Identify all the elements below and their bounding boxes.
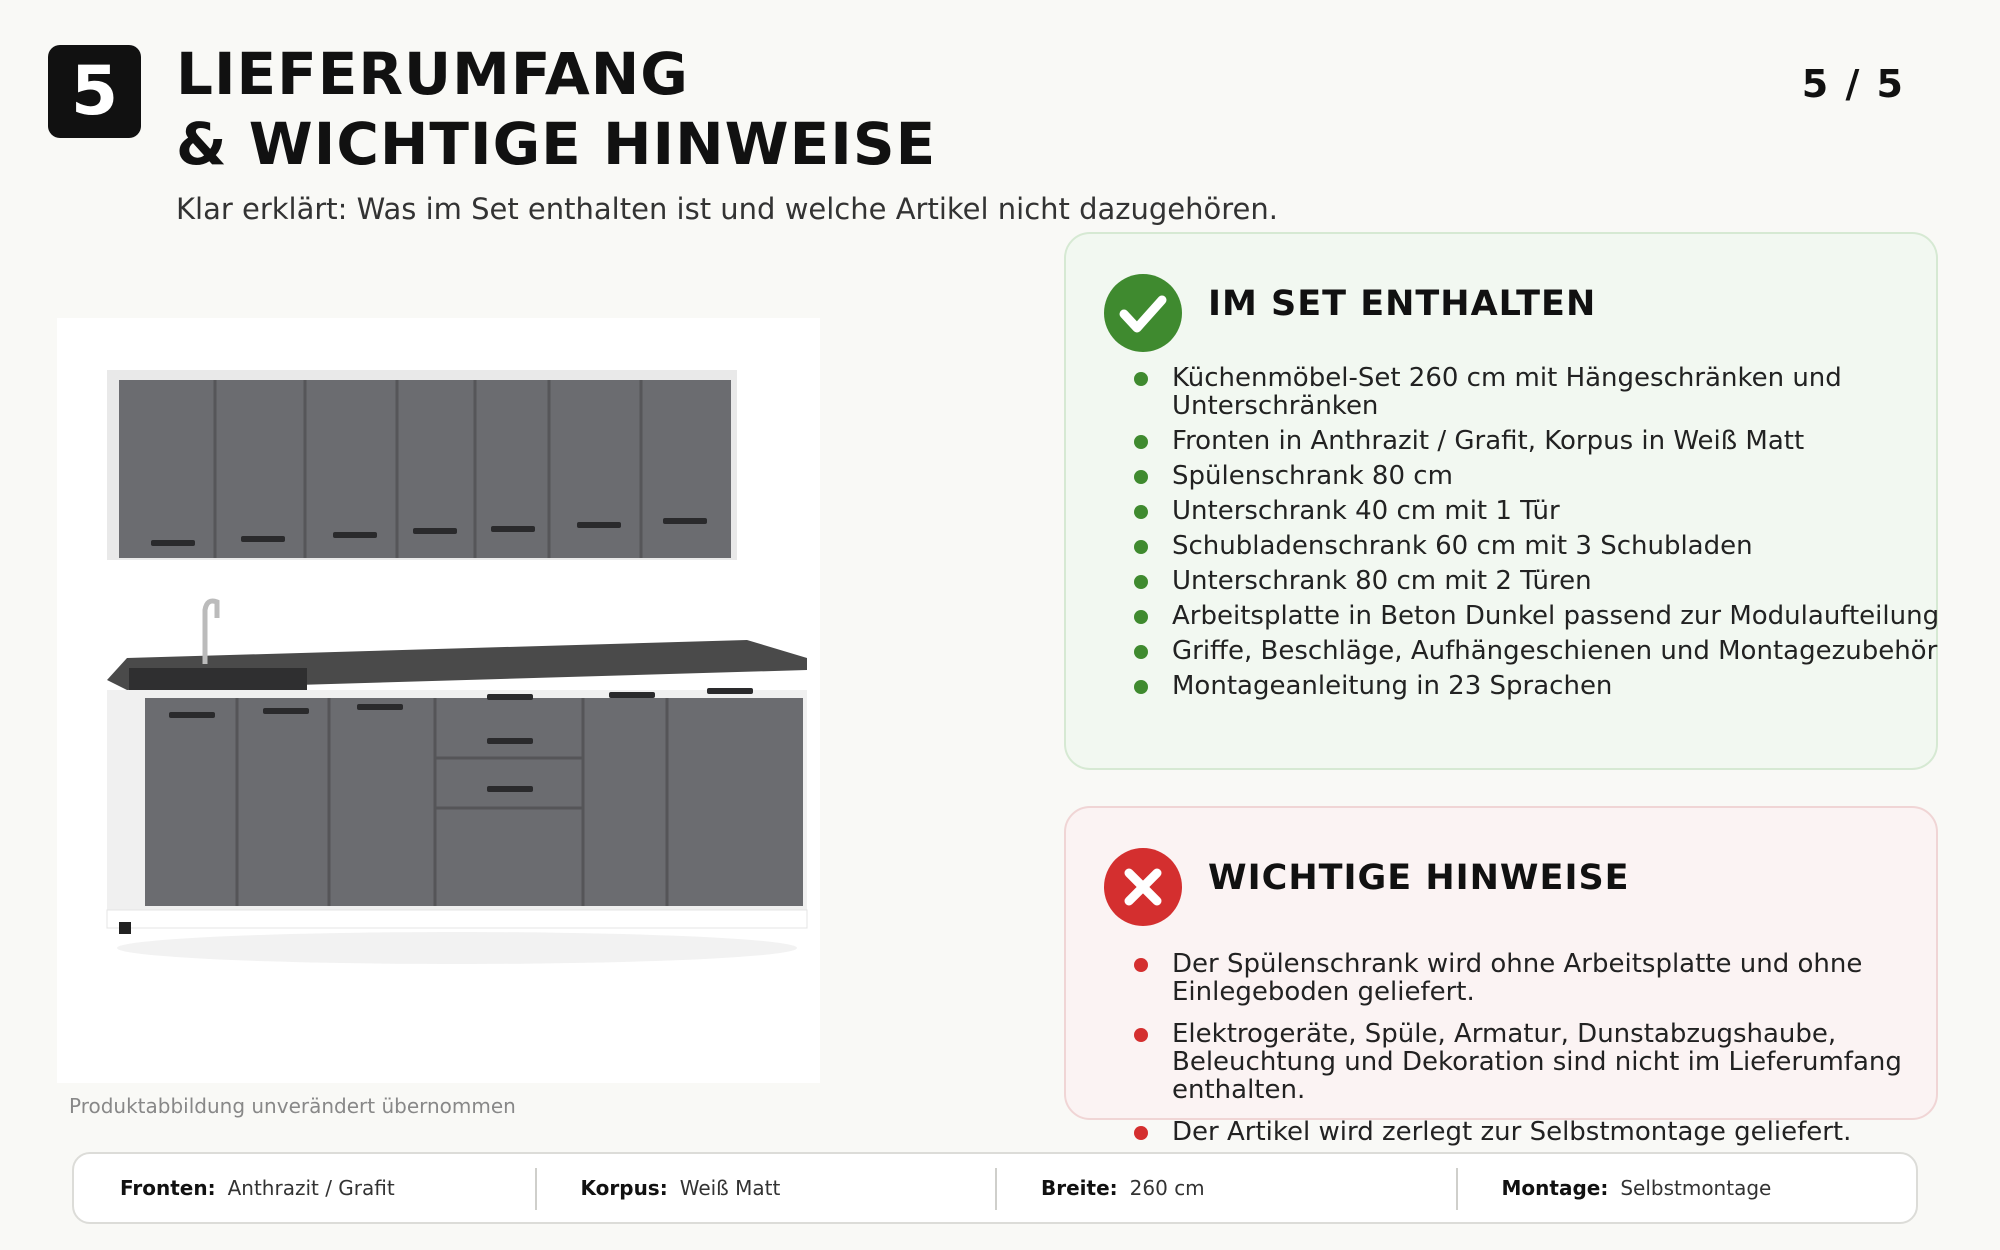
bullet-icon bbox=[1134, 680, 1148, 694]
spec-korpus: Korpus: Weiß Matt bbox=[535, 1154, 996, 1222]
list-item: Arbeitsplatte in Beton Dunkel passend zur Modulaufteilung bbox=[1108, 602, 2000, 630]
list-item: Unterschrank 80 cm mit 2 Türen bbox=[1108, 567, 2000, 595]
bullet-icon bbox=[1134, 435, 1148, 449]
bullet-icon bbox=[1134, 1126, 1148, 1140]
list-item: Spülenschrank 80 cm bbox=[1108, 462, 2000, 490]
list-item: Schubladenschrank 60 cm mit 3 Schubladen bbox=[1108, 532, 2000, 560]
list-item: Elektrogeräte, Spüle, Armatur, Dunstabzugshaube, Beleuchtung und Dekoration sind nicht im Lieferumfang enthalten. bbox=[1108, 1020, 2000, 1104]
list-item: Küchenmöbel-Set 260 cm mit Hängeschränken und Unterschränken bbox=[1108, 364, 2000, 420]
image-caption: Produktabbildung unverändert übernommen bbox=[69, 1094, 516, 1118]
spec-fronten: Fronten: Anthrazit / Grafit bbox=[120, 1176, 395, 1200]
bullet-icon bbox=[1134, 372, 1148, 386]
bullet-icon bbox=[1134, 470, 1148, 484]
list-item: Der Spülenschrank wird ohne Arbeitsplatte und ohne Einlegeboden geliefert. bbox=[1108, 950, 2000, 1006]
product-image bbox=[57, 318, 820, 1083]
included-list bbox=[1108, 364, 2000, 707]
list-item: Der Artikel wird zerlegt zur Selbstmontage geliefert. bbox=[1108, 1118, 2000, 1146]
page-title-line-1: LIEFERUMFANG bbox=[176, 40, 689, 108]
page-subtitle: Klar erklärt: Was im Set enthalten ist und welche Artikel nicht dazugehören. bbox=[176, 192, 1278, 226]
page-indicator: 5 / 5 bbox=[1801, 62, 1905, 106]
step-number-badge: 5 bbox=[48, 45, 141, 138]
list-item: Griffe, Beschläge, Aufhängeschienen und Montagezubehör bbox=[1108, 637, 2000, 665]
list-item: Fronten in Anthrazit / Grafit, Korpus in Weiß Matt bbox=[1108, 427, 2000, 455]
page-title-line-2: & WICHTIGE HINWEISE bbox=[176, 109, 937, 178]
bullet-icon bbox=[1134, 958, 1148, 972]
bullet-icon bbox=[1134, 540, 1148, 554]
list-item: Montageanleitung in 23 Sprachen bbox=[1108, 672, 2000, 700]
bullet-icon bbox=[1134, 505, 1148, 519]
wall-cabinets bbox=[107, 370, 737, 560]
included-title: IM SET ENTHALTEN bbox=[1208, 284, 1597, 324]
checkmark-icon bbox=[1104, 274, 1182, 352]
bullet-icon bbox=[1134, 645, 1148, 659]
list-item: Unterschrank 40 cm mit 1 Tür bbox=[1108, 497, 2000, 525]
bullet-icon bbox=[1134, 610, 1148, 624]
spec-breite: Breite: 260 cm bbox=[995, 1154, 1456, 1222]
worktop-with-sink bbox=[107, 601, 807, 690]
bullet-icon bbox=[1134, 575, 1148, 589]
cross-icon bbox=[1104, 848, 1182, 926]
spec-bar bbox=[72, 1152, 1918, 1224]
spec-montage: Montage: Selbstmontage bbox=[1456, 1154, 1917, 1222]
bullet-icon bbox=[1134, 1028, 1148, 1042]
notes-title: WICHTIGE HINWEISE bbox=[1208, 858, 1630, 898]
page-title bbox=[176, 40, 936, 179]
base-cabinets bbox=[107, 688, 807, 934]
notes-list bbox=[1108, 950, 2000, 1160]
